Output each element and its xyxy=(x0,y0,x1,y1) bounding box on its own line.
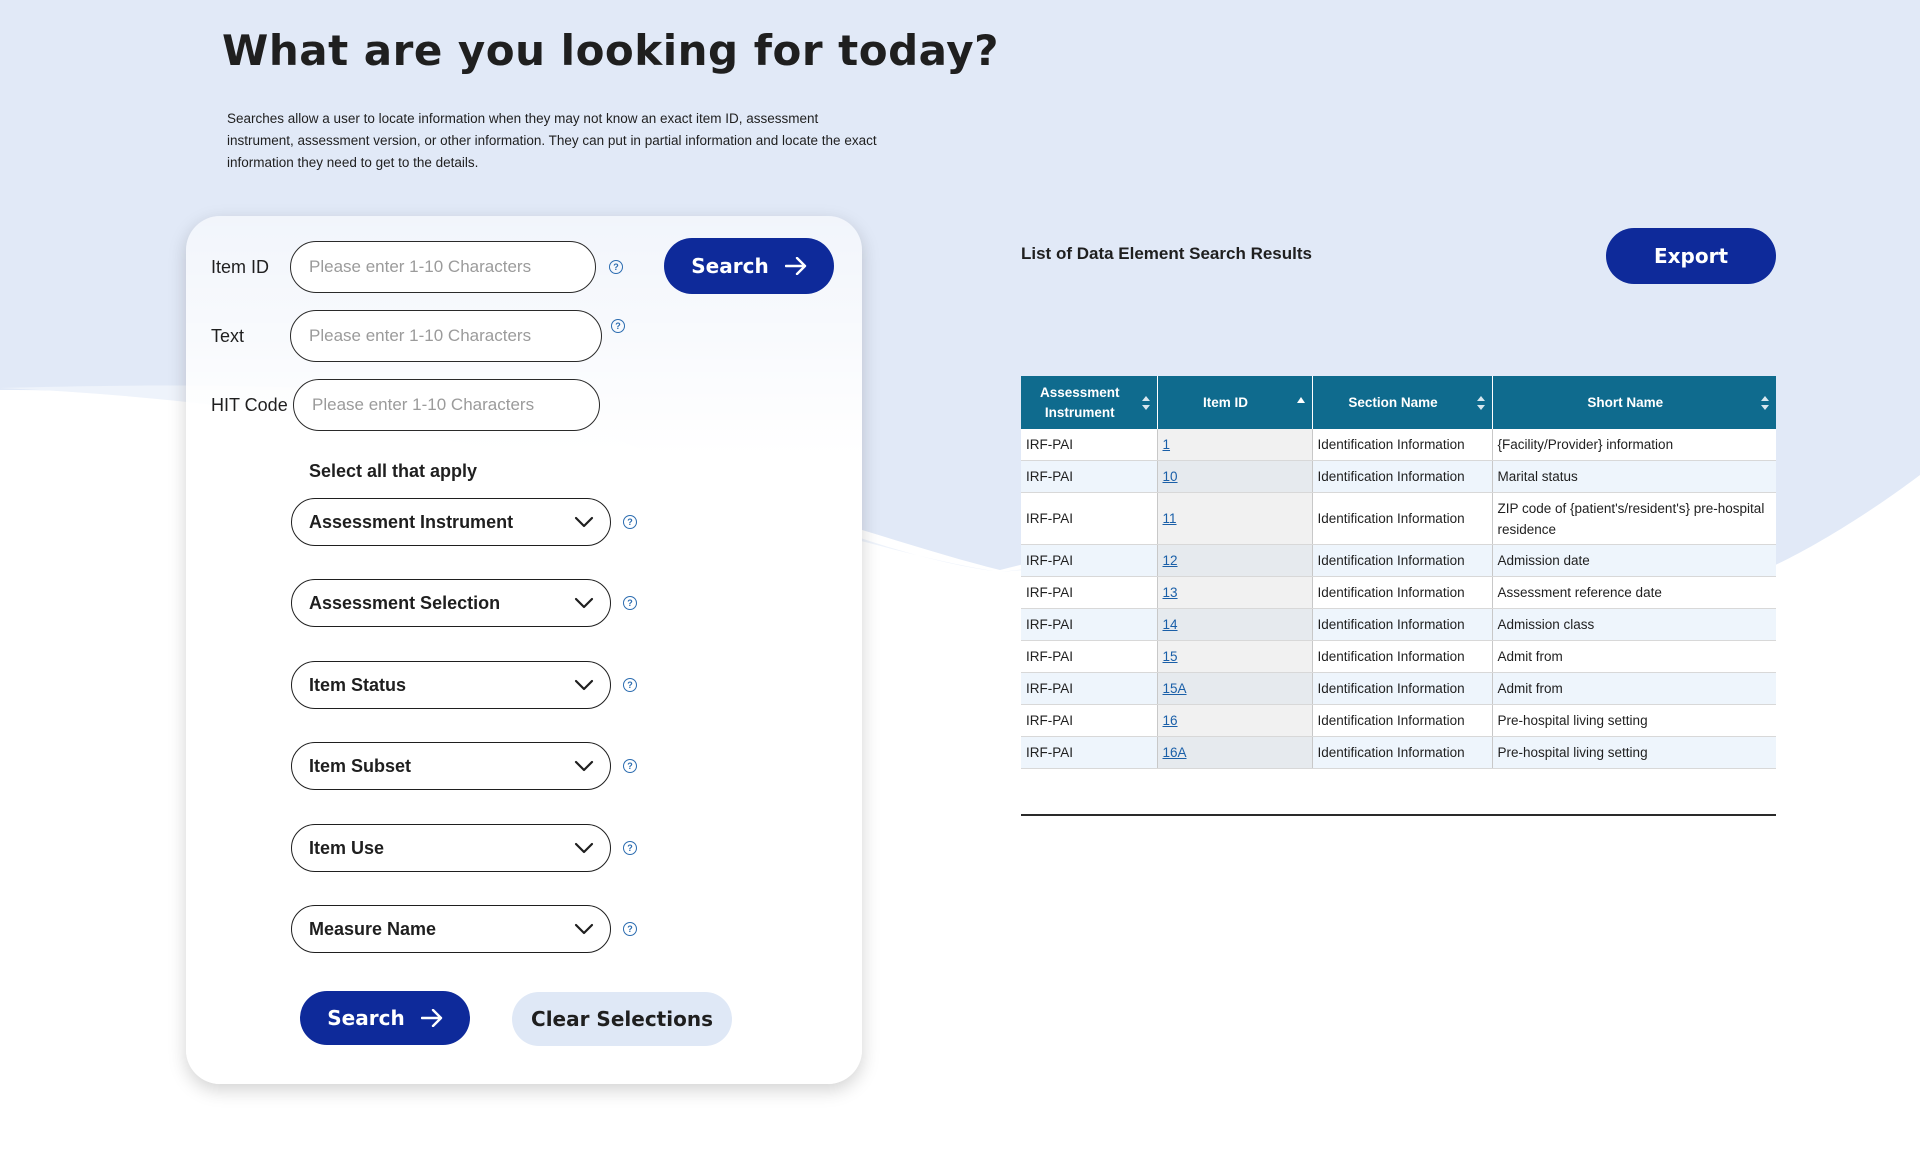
item-id-link[interactable]: 12 xyxy=(1162,553,1178,568)
arrow-right-icon xyxy=(421,1009,443,1027)
item-subset-help-icon[interactable]: ? xyxy=(623,759,637,773)
table-row xyxy=(1021,461,1776,493)
assessment-instrument-dropdown[interactable] xyxy=(291,498,611,546)
item-id-cell xyxy=(1157,737,1312,769)
section-cell: Identification Information xyxy=(1312,493,1492,545)
dropdown-label: Assessment Selection xyxy=(309,592,501,613)
instrument-cell: IRF-PAI xyxy=(1021,609,1157,641)
column-header-short-name[interactable] xyxy=(1492,376,1776,429)
instrument-cell: IRF-PAI xyxy=(1021,737,1157,769)
column-header-section-name[interactable] xyxy=(1312,376,1492,429)
item-id-cell xyxy=(1157,673,1312,705)
table-row xyxy=(1021,737,1776,769)
table-row xyxy=(1021,641,1776,673)
search-button[interactable] xyxy=(664,238,834,294)
page-intro: Searches allow a user to locate information when they may not know an exact item ID, assessment instrument, assessment version, or other information. They can put in partial information and locate the exact information they need to get to the details. xyxy=(227,111,877,170)
item-id-link[interactable]: 15A xyxy=(1162,681,1187,696)
hit-code-input[interactable] xyxy=(293,379,600,431)
table-row xyxy=(1021,609,1776,641)
measure-name-help-icon[interactable]: ? xyxy=(623,922,637,936)
item-id-help-icon[interactable]: ? xyxy=(609,260,623,274)
item-id-link[interactable]: 16A xyxy=(1162,745,1187,760)
results-title: List of Data Element Search Results xyxy=(1021,244,1312,263)
dropdown-label: Item Subset xyxy=(309,755,412,776)
item-id-cell xyxy=(1157,609,1312,641)
select-all-label: Select all that apply xyxy=(309,461,478,481)
sort-both-icon[interactable] xyxy=(1760,395,1770,411)
assessment-selection-dropdown[interactable] xyxy=(291,579,611,627)
column-header-item-id[interactable] xyxy=(1157,376,1312,429)
dropdown-label: Item Use xyxy=(309,837,385,858)
item-id-cell xyxy=(1157,705,1312,737)
short-name-cell: Assessment reference date xyxy=(1492,577,1776,609)
item-id-label: Item ID xyxy=(211,257,270,277)
section-cell: Identification Information xyxy=(1312,577,1492,609)
short-name-cell: {Facility/Provider} information xyxy=(1492,429,1776,461)
section-cell: Identification Information xyxy=(1312,641,1492,673)
short-name-cell: Admission date xyxy=(1492,545,1776,577)
chevron-down-icon xyxy=(574,597,594,609)
chevron-down-icon xyxy=(574,842,594,854)
sort-ascending-icon[interactable] xyxy=(1296,395,1306,411)
short-name-cell: Admission class xyxy=(1492,609,1776,641)
instrument-cell: IRF-PAI xyxy=(1021,429,1157,461)
table-row xyxy=(1021,493,1776,545)
section-cell: Identification Information xyxy=(1312,705,1492,737)
item-id-cell xyxy=(1157,461,1312,493)
item-subset-dropdown[interactable] xyxy=(291,742,611,790)
section-cell: Identification Information xyxy=(1312,461,1492,493)
column-header-label: Item ID xyxy=(1202,394,1248,410)
instrument-cell: IRF-PAI xyxy=(1021,577,1157,609)
column-header-label: Short Name xyxy=(1587,394,1664,410)
text-label: Text xyxy=(211,326,245,346)
section-cell: Identification Information xyxy=(1312,673,1492,705)
dropdown-label: Assessment Instrument xyxy=(309,511,514,532)
table-row xyxy=(1021,545,1776,577)
item-use-dropdown[interactable] xyxy=(291,824,611,872)
item-status-help-icon[interactable]: ? xyxy=(623,678,637,692)
table-row xyxy=(1021,429,1776,461)
column-header-label: Section Name xyxy=(1348,394,1438,410)
results-divider xyxy=(1021,814,1776,816)
short-name-cell: Admit from xyxy=(1492,641,1776,673)
item-id-link[interactable]: 11 xyxy=(1162,511,1177,526)
search-button-label: Search xyxy=(327,1006,405,1030)
search-button-label: Search xyxy=(691,254,769,278)
item-id-link[interactable]: 16 xyxy=(1162,713,1178,728)
item-id-input[interactable] xyxy=(290,241,596,293)
instrument-cell: IRF-PAI xyxy=(1021,461,1157,493)
instrument-cell: IRF-PAI xyxy=(1021,545,1157,577)
results-table xyxy=(1021,376,1776,769)
chevron-down-icon xyxy=(574,516,594,528)
bottom-search-button[interactable] xyxy=(300,991,470,1045)
column-header-label: Assessment Instrument xyxy=(1039,384,1120,420)
item-id-cell xyxy=(1157,493,1312,545)
text-help-icon[interactable]: ? xyxy=(611,319,625,333)
table-header-row xyxy=(1021,376,1776,429)
item-use-help-icon[interactable]: ? xyxy=(623,841,637,855)
assessment-instrument-help-icon[interactable]: ? xyxy=(623,515,637,529)
item-id-link[interactable]: 10 xyxy=(1162,469,1178,484)
chevron-down-icon xyxy=(574,923,594,935)
item-id-link[interactable]: 13 xyxy=(1162,585,1178,600)
clear-selections-button[interactable]: Clear Selections xyxy=(512,992,732,1046)
sort-both-icon[interactable] xyxy=(1476,395,1486,411)
item-id-link[interactable]: 15 xyxy=(1162,649,1178,664)
instrument-cell: IRF-PAI xyxy=(1021,673,1157,705)
item-id-link[interactable]: 14 xyxy=(1162,617,1178,632)
measure-name-dropdown[interactable] xyxy=(291,905,611,953)
sort-both-icon[interactable] xyxy=(1141,395,1151,411)
instrument-cell: IRF-PAI xyxy=(1021,705,1157,737)
column-header-assessment-instrument[interactable] xyxy=(1021,376,1157,429)
section-cell: Identification Information xyxy=(1312,429,1492,461)
export-button[interactable]: Export xyxy=(1606,228,1776,284)
short-name-cell: ZIP code of {patient's/resident's} pre-hospital residence xyxy=(1492,493,1776,545)
hit-code-label: HIT Code xyxy=(211,395,288,415)
short-name-cell: Pre-hospital living setting xyxy=(1492,737,1776,769)
item-id-cell xyxy=(1157,577,1312,609)
item-id-cell xyxy=(1157,641,1312,673)
chevron-down-icon xyxy=(574,760,594,772)
arrow-right-icon xyxy=(785,257,807,275)
instrument-cell: IRF-PAI xyxy=(1021,641,1157,673)
dropdown-label: Measure Name xyxy=(309,918,437,939)
item-id-link[interactable]: 1 xyxy=(1162,437,1171,452)
search-panel xyxy=(186,216,862,1084)
table-row xyxy=(1021,673,1776,705)
table-row xyxy=(1021,705,1776,737)
instrument-cell: IRF-PAI xyxy=(1021,493,1157,545)
text-input[interactable] xyxy=(290,310,602,362)
item-id-cell xyxy=(1157,429,1312,461)
short-name-cell: Admit from xyxy=(1492,673,1776,705)
table-row xyxy=(1021,577,1776,609)
assessment-selection-help-icon[interactable]: ? xyxy=(623,596,637,610)
section-cell: Identification Information xyxy=(1312,609,1492,641)
chevron-down-icon xyxy=(574,679,594,691)
item-id-cell xyxy=(1157,545,1312,577)
short-name-cell: Pre-hospital living setting xyxy=(1492,705,1776,737)
dropdown-label: Item Status xyxy=(309,674,407,695)
page-title: What are you looking for today? xyxy=(222,26,999,75)
section-cell: Identification Information xyxy=(1312,737,1492,769)
section-cell: Identification Information xyxy=(1312,545,1492,577)
item-status-dropdown[interactable] xyxy=(291,661,611,709)
short-name-cell: Marital status xyxy=(1492,461,1776,493)
